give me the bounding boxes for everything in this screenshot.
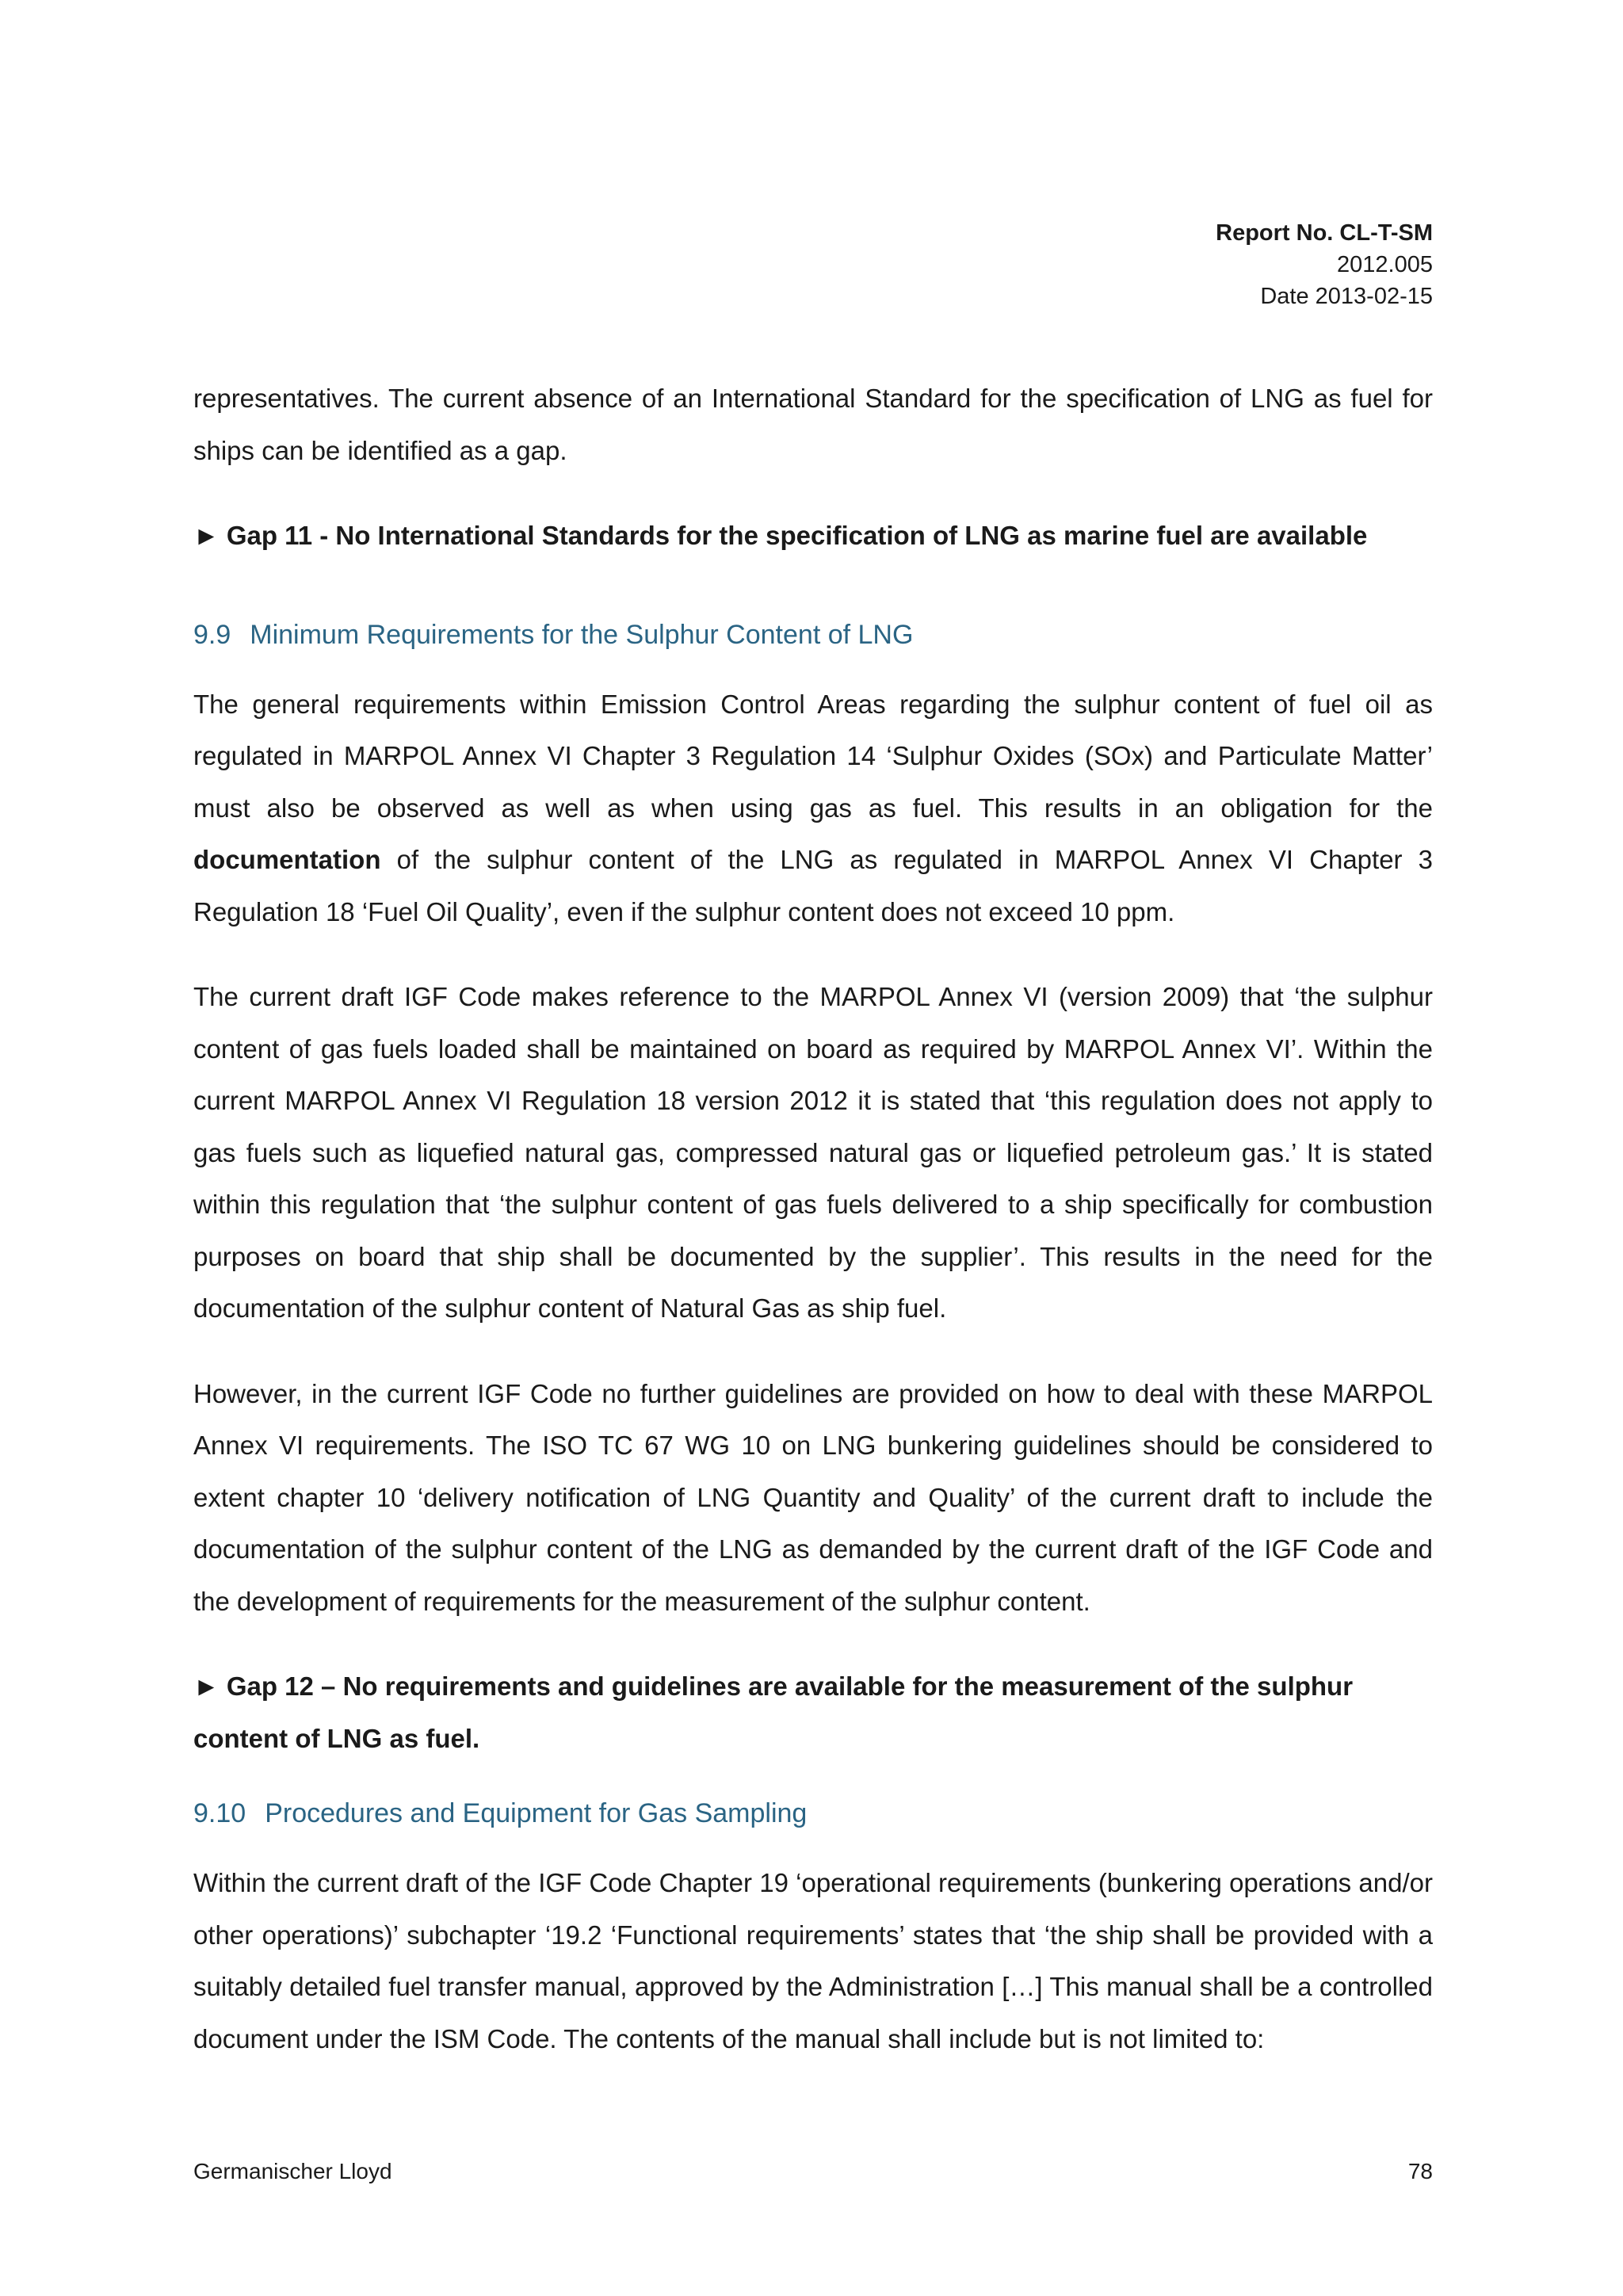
section-9-9-paragraph-3: However, in the current IGF Code no further guidelines are provided on how to deal with these MARPOL Annex VI requirements. The ISO TC 67 WG 10 on LNG bunkering guidelines should be considered to extent chapter 10 ‘delivery notification of LNG Quantity and Quality’ of the current draft to include the documentation of the sulphur content of the LNG as demanded by the current draft of the IGF Code and the development of requirements for the measurement of the sulphur content. [193, 1378, 1433, 1616]
paragraph-text: The general requirements within Emission Control Areas regarding the sulphur content of fuel oil as regulated in MARPOL Annex VI Chapter 3 Regulation 14 ‘Sulphur Oxides (SOx) and Particulate Matter’ must also be observed as well as when using gas as fuel. This results in an obligation for the [193, 689, 1433, 823]
section-number: 9.9 [193, 619, 231, 650]
section-9-10-paragraph-1: Within the current draft of the IGF Code Chapter 19 ‘operational requirements (bunkering operations and/or other operations)’ subchapter ‘19.2 ‘Functional requirements’ states that ‘the ship shall be provided with a suitably detailed fuel transfer manual, approved by the Administration […] This manual shall be a controlled document under the ISM Code. The contents of the manual shall include but is not limited to: [193, 1868, 1433, 2053]
section-heading-9-10 [193, 1788, 1433, 1839]
footer-company: Germanischer Lloyd [193, 2159, 392, 2183]
gap-11-statement: ► Gap 11 - No International Standards for the specification of LNG as marine fuel are available [193, 521, 1368, 550]
section-title: Procedures and Equipment for Gas Sampling [265, 1798, 808, 1828]
page-number: 78 [1407, 2159, 1433, 2183]
report-id: 2012.005 [1337, 252, 1433, 277]
section-heading-9-9 [193, 609, 1433, 661]
section-9-9-paragraph-2: The current draft IGF Code makes reference to the MARPOL Annex VI (version 2009) that ‘the sulphur content of gas fuels loaded shall be maintained on board as required by MARPOL Annex VI’. Within the current MARPOL Annex VI Regulation 18 version 2012 it is stated that ‘this regulation does not apply to gas fuels such as liquefied natural gas, compressed natural gas or liquefied petroleum gas.’ It is stated within this regulation that ‘the sulphur content of gas fuels delivered to a ship specifically for combustion purposes on board that ship shall be documented by the supplier’. This results in the need for the documentation of the sulphur content of Natural Gas as ship fuel. [193, 982, 1433, 1323]
section-9-9-paragraph-1 [193, 678, 1433, 938]
paragraph-text: of the sulphur content of the LNG as regulated in MARPOL Annex VI Chapter 3 Regulation 18 ‘Fuel Oil Quality’, even if the sulphur content does not exceed 10 ppm. [193, 845, 1433, 926]
section-title: Minimum Requirements for the Sulphur Content of LNG [250, 619, 914, 650]
report-number: Report No. CL-T-SM [1216, 220, 1433, 246]
gap-12-statement: ► Gap 12 – No requirements and guidelines are available for the measurement of the sulphur content of LNG as fuel. [193, 1671, 1354, 1753]
emphasis-text: documentation [193, 845, 381, 874]
page-content [193, 372, 1433, 2098]
intro-paragraph: representatives. The current absence of an International Standard for the specification of LNG as fuel for ships can be identified as a gap. [193, 384, 1433, 465]
report-header [1216, 217, 1433, 312]
section-number: 9.10 [193, 1798, 246, 1828]
report-date: Date 2013-02-15 [1260, 284, 1433, 309]
